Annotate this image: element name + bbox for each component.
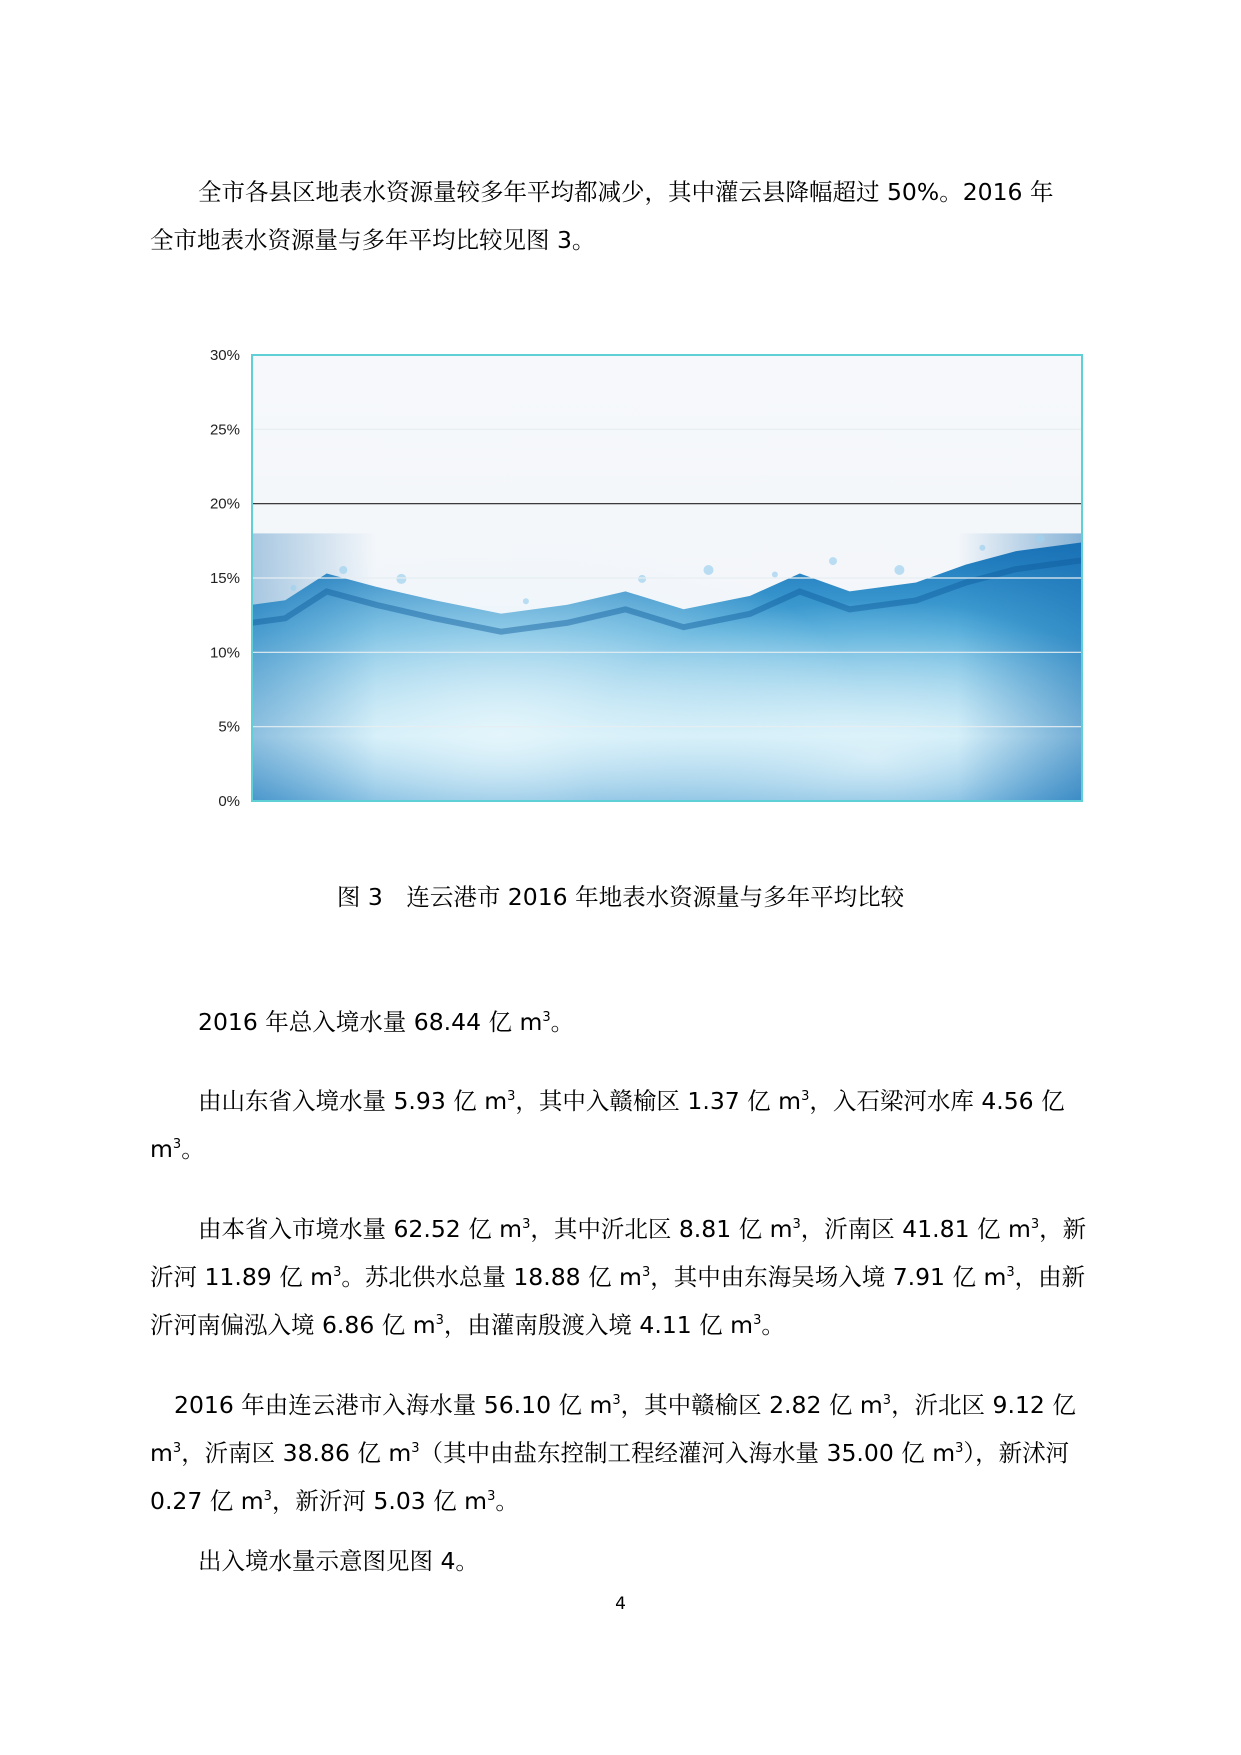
figure-3-chart <box>190 345 1090 815</box>
y-axis <box>210 347 240 810</box>
paragraph-5-line-1: 2016 年由连云港市入海水量 56.10 亿 $m^3$，其中赣榆区 2.82 亿 $m^3$，沂北区 9.12 亿 <box>174 1391 1076 1419</box>
y-tick-label: 10% <box>209 644 240 662</box>
water-edge-shade <box>252 533 1082 801</box>
splash-drop <box>339 566 347 574</box>
paragraph-1-line-1: 全市各县区地表水资源量较多年平均都减少，其中灌云县降幅超过 50%。2016 年 <box>198 178 1054 206</box>
paragraph-6: 出入境水量示意图见图 4。 <box>198 1547 479 1575</box>
y-tick-label: 15% <box>209 570 240 587</box>
splash-drop <box>291 585 297 591</box>
y-tick-label: 20% <box>209 495 240 513</box>
splash-drop <box>396 574 406 584</box>
paragraph-2: 2016 年总入境水量 68.44 亿 $m^3$。 <box>198 1008 575 1036</box>
page-number: 4 <box>615 1594 626 1614</box>
splash-drop <box>638 575 646 583</box>
plot-area <box>252 355 1082 801</box>
paragraph-4-line-3: 沂河南偏泓入境 6.86 亿 $m^3$，由灌南殷渡入境 4.11 亿 $m^3$。 <box>150 1311 785 1339</box>
splash-drop <box>894 565 904 575</box>
y-tick-label: 0% <box>218 793 240 810</box>
splash-drop <box>704 565 714 575</box>
paragraph-5-line-3: 0.27 亿 $m^3$，新沂河 5.03 亿 $m^3$。 <box>150 1487 519 1515</box>
paragraph-3-line-2: $m^3$。 <box>150 1135 205 1163</box>
splash-drop <box>523 598 529 604</box>
figure-caption: 图 3 连云港市 2016 年地表水资源量与多年平均比较 <box>336 883 905 911</box>
splash-drop <box>979 545 985 551</box>
splash-drop <box>829 557 837 565</box>
y-tick-label: 5% <box>218 718 240 736</box>
y-tick-label: 25% <box>209 421 240 439</box>
paragraph-1-line-2: 全市地表水资源量与多年平均比较见图 3。 <box>150 226 596 254</box>
paragraph-4-line-2: 沂河 11.89 亿 $m^3$。苏北供水总量 18.88 亿 $m^3$，其中由东海吴场入境 7.91 亿 $m^3$，由新 <box>150 1263 1086 1291</box>
paragraph-5-line-2: $m^3$，沂南区 38.86 亿 $m^3$（其中由盐东控制工程经灌河入海水量 35.00 亿 $m^3$），新沭河 <box>150 1439 1070 1467</box>
paragraph-3-line-1: 由山东省入境水量 5.93 亿 $m^3$，其中入赣榆区 1.37 亿 $m^3$，入石梁河水库 4.56 亿 <box>198 1087 1065 1115</box>
y-tick-label: 30% <box>209 347 240 364</box>
splash-drop <box>1037 535 1045 543</box>
paragraph-4-line-1: 由本省入市境水量 62.52 亿 $m^3$，其中沂北区 8.81 亿 $m^3$，沂南区 41.81 亿 $m^3$，新 <box>198 1215 1087 1243</box>
splash-drop <box>772 571 778 577</box>
